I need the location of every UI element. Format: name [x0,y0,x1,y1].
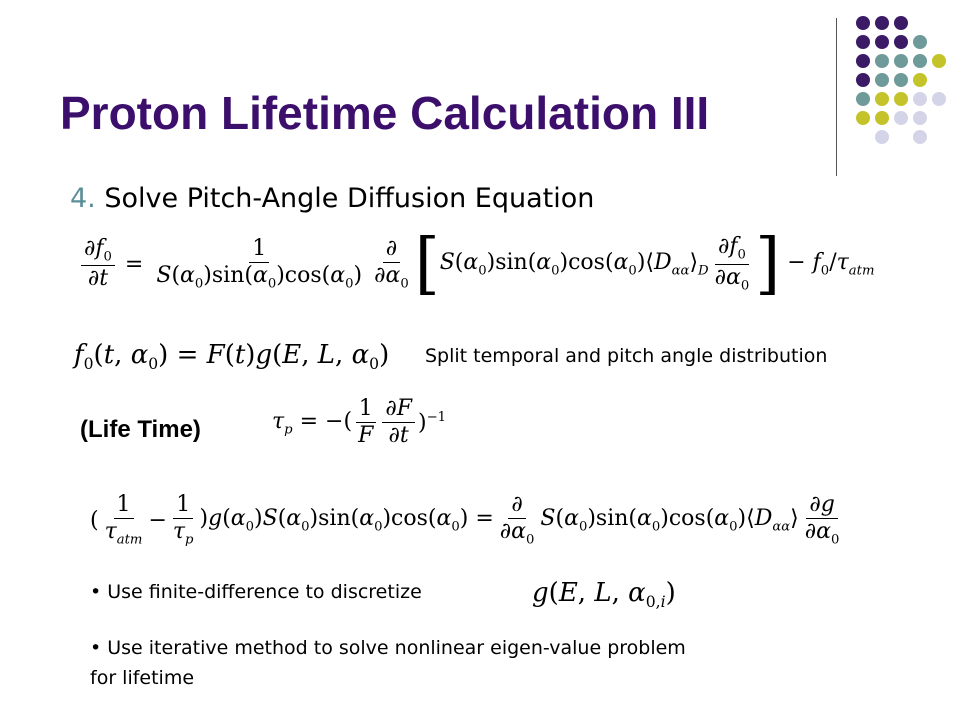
slide-title: Proton Lifetime Calculation III [60,87,710,139]
decorative-dot [894,73,908,87]
decorative-dot [856,111,870,125]
decorative-dot [913,130,927,144]
decorative-dot [875,35,889,49]
decorative-dot [856,54,870,68]
divider-line [836,18,837,176]
decorative-dot [856,35,870,49]
decorative-dot [856,16,870,30]
discretized-g: g(E, L, $\alpha_{0,i}$) [532,578,676,612]
decorative-dot [894,92,908,106]
decorative-dot [894,35,908,49]
bullet-iterative-method: • Use iterative method to solve nonlinear eigen-value problem [90,637,686,659]
decorative-dot [894,16,908,30]
decorative-dot [913,111,927,125]
decorative-dot [856,73,870,87]
decorative-dot [913,35,927,49]
decorative-dot [894,111,908,125]
decorative-dot [932,92,946,106]
decorative-dot [913,73,927,87]
decorative-dot [875,111,889,125]
diffusion-equation: $\frac{\partial f_0}{\partial t}$ = $\frac{1}{S(\alpha_0)\sin(\alpha_0)\cos(\alpha_0)}$ $\frac{\partial}{\partial\alpha_0}$ [ $S(\alpha_0)\sin(\alpha_0)\cos(\alpha_0)⟨D_{\alpha\alpha}⟩_D$ $\frac{\partial f_0}{\partial\alpha_0}$ ] − $f_0/\tau_{atm}$ [78,232,874,296]
separation-equation: $f_0(t$, $\alpha_0) = F(t)g(E$, L, $\alpha_0$) [74,340,390,374]
decorative-dot [856,92,870,106]
lifetime-label: (Life Time) [80,416,201,443]
step-number: 4. [70,183,96,214]
bullet-iterative-method-continuation: for lifetime [90,667,195,689]
decorative-dot [932,54,946,68]
decorative-dot-grid [856,16,952,156]
decorative-dot [875,73,889,87]
step-text: Solve Pitch-Angle Diffusion Equation [104,183,595,214]
decorative-dot [913,54,927,68]
decorative-dot [875,92,889,106]
decorative-dot [875,16,889,30]
decorative-dot [875,54,889,68]
bullet-finite-difference: • Use finite-difference to discretize [90,581,422,603]
decorative-dot [913,92,927,106]
split-note: Split temporal and pitch angle distribution [425,345,828,367]
decorative-dot [894,54,908,68]
lifetime-equation: $\tau_p$ = −( $\frac{1}{F}$ $\frac{\partial F}{\partial t}$ )$^{-1}$ [272,396,447,449]
step-heading [70,183,594,214]
eigenvalue-equation: ( $\frac{1}{\tau_{atm}}$ − $\frac{1}{\tau_p}$ )$g(\alpha_0)S(\alpha_0)\sin(\alpha_0)\cos(\alpha_0)$ = $\frac{\partial}{\partial\alpha_0}$ $S(\alpha_0)\sin(\alpha_0)\cos(\alpha_0)⟨D_{\alpha\alpha}⟩$ $\frac{\partial g}{\partial\alpha_0}$ [90,492,840,548]
decorative-dot [875,130,889,144]
